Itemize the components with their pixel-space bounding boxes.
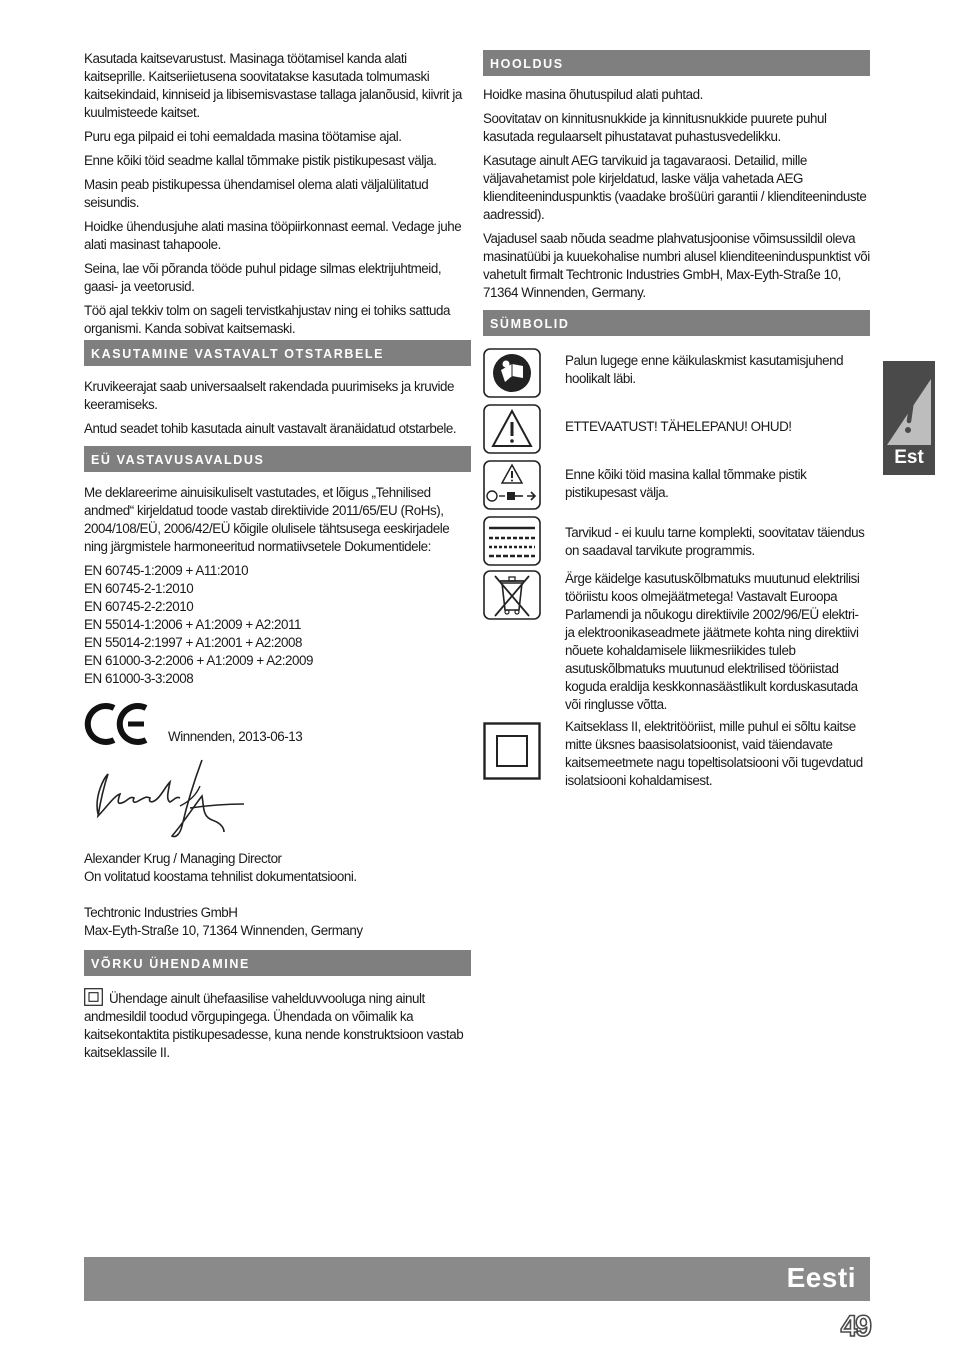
symbol-text: ETTEVAATUST! TÄHELEPANU! OHUD! xyxy=(565,419,792,434)
signer-block xyxy=(84,850,471,886)
right-column xyxy=(483,50,870,790)
left-column xyxy=(84,50,471,1068)
standard-item: EN 60745-2-1:2010 xyxy=(84,581,194,596)
ce-block xyxy=(84,702,471,746)
mains-text-body: Ühendage ainult ühefaasilise vahelduvvooluga ning ainult andmesildil toodud võrgupingega. Ühendada on võimalik ka kaitsekontaktita pistikupesadesse, kuna nende konstruktsioon vastab kaitseklassile II. xyxy=(84,991,464,1060)
place-date: Winnenden, 2013-06-13 xyxy=(168,729,303,744)
section-heading-conformity: EÜ VASTAVUSAVALDUS xyxy=(84,446,471,472)
side-tab-label: Est xyxy=(894,447,924,468)
symbol-text: Kaitseklass II, elektritööriist, mille puhul ei sõltu kaitse mitte üksnes baasisolatsioonist, vaid täiendavate kaitsemeetmete nagu topeltisolatsiooni või tugevdatud isolatsiooni kohaldamisest. xyxy=(565,719,863,788)
safety-paragraph: Masin peab pistikupessa ühendamisel olema alati väljalülitatud seisundis. xyxy=(84,177,429,210)
safety-paragraph: Puru ega pilpaid ei tohi eemaldada masina töötamise ajal. xyxy=(84,129,402,144)
standard-item: EN 55014-1:2006 + A1:2009 + A2:2011 xyxy=(84,617,302,632)
mains-text xyxy=(84,988,471,1062)
company-address: Max-Eyth-Straße 10, 71364 Winnenden, Germany xyxy=(84,923,363,938)
safety-paragraph: Hoidke ühendusjuhe alati masina tööpiirkonnast eemal. Vedage juhe alati masinast tahapoole. xyxy=(84,219,462,252)
drill-bits-icon xyxy=(483,516,541,566)
standard-item: EN 55014-2:1997 + A1:2001 + A2:2008 xyxy=(84,635,303,650)
section-heading-mains: VÕRKU ÜHENDAMINE xyxy=(84,950,471,976)
symbol-row xyxy=(483,348,870,402)
class-ii-icon xyxy=(483,722,541,780)
language-side-tab xyxy=(883,361,935,475)
safety-paragraph: Töö ajal tekkiv tolm on sageli tervistkahjustav ning ei tohiks sattuda organismi. Kanda sobivat kaitsemaski. xyxy=(84,303,450,336)
class-ii-small-icon xyxy=(84,988,103,1006)
crossed-bin-icon xyxy=(483,570,541,620)
symbol-text: Tarvikud - ei kuulu tarne komplekti, soovitatav täiendus on saadaval tarvikute programmis. xyxy=(565,525,865,558)
signature xyxy=(84,756,471,840)
standard-item: EN 60745-1:2009 + A11:2010 xyxy=(84,563,249,578)
symbol-text: Palun lugege enne käikulaskmist kasutamisjuhend hoolikalt läbi. xyxy=(565,353,844,386)
maintenance-paragraph: Hoidke masina õhutuspilud alati puhtad. xyxy=(483,87,703,102)
section-heading-maintenance: HOOLDUS xyxy=(483,50,870,76)
section-heading-symbols: SÜMBOLID xyxy=(483,310,870,336)
symbol-row xyxy=(483,570,870,718)
usage-paragraph: Antud seadet tohib kasutada ainult vastavalt äranäidatud otstarbele. xyxy=(84,421,457,436)
symbol-text: Enne kõiki töid masina kallal tõmmake pistik pistikupesast välja. xyxy=(565,467,807,500)
maintenance-paragraph: Vajadusel saab nõuda seadme plahvatusjoonise võimsussildil oleva masinatüübi ja kuuekohalise numbri alusel klienditeeninduspunktist või vahetult firmalt Techtronic Industries GmbH, Max-Eyth-Straße 10, 71364 Winnenden, Germany. xyxy=(483,231,870,300)
standard-item: EN 61000-3-3:2008 xyxy=(84,671,194,686)
maintenance-paragraph: Soovitatav on kinnitusnukkide ja kinnitusnukkide puurete puhul kasutada regulaarselt pihustatavat puhastusvedelikku. xyxy=(483,111,827,144)
ce-mark-icon xyxy=(84,702,150,746)
warning-triangle-icon xyxy=(883,363,935,447)
authorized-text: On volitatud koostama tehnilist dokumentatsiooni. xyxy=(84,869,357,884)
warning-triangle-icon xyxy=(483,404,541,454)
symbol-text: Ärge käidelge kasutuskõlbmatuks muutunud elektrilisi tööriistu koos olmejäätmetega! Vastavalt Euroopa Parlamendi ja nõukogu direktiivile 2002/96/EÜ elektri- ja elektroonikaseadmete jäätmete kohta ning direktiivi nõuete kohaldamisele liikmesriikides tuleb asutuskõlbmatuks muutunud elektrilised tööriistad koguda eraldija keskkonnasäästlikult korduskasutada või ringlusse võtta. xyxy=(565,571,860,712)
symbol-row xyxy=(483,718,870,790)
conformity-declaration: Me deklareerime ainuisikuliselt vastutades, et lõigus „Tehnilised andmed“ kirjeldatud toode vastab direktiivide 2011/65/EU (RoHs), 2004/108/EÜ, 2006/42/EÜ kõigile olulisele tähtsusega eeskirjadele ning järgmistele harmoneeritud normatiivsetele Dokumentidele: xyxy=(84,485,450,554)
footer-language-bar xyxy=(84,1257,870,1301)
read-manual-icon xyxy=(483,348,541,398)
maintenance-paragraph: Kasutage ainult AEG tarvikuid ja tagavaraosi. Detailid, mille väljavahetamist pole kirjeldatud, laske välja vahetada AEG klienditeeninduspunktis (vaadake brošüüri garantii / klienditeeninduste aadressid). xyxy=(483,153,867,222)
symbol-row xyxy=(483,460,870,516)
company-name: Techtronic Industries GmbH xyxy=(84,905,238,920)
signature-icon xyxy=(84,756,254,840)
section-heading-usage: KASUTAMINE VASTAVALT OTSTARBELE xyxy=(84,340,471,366)
standards-list xyxy=(84,562,471,688)
safety-paragraph: Seina, lae või põranda tööde puhul pidage silmas elektrijuhtmeid, gaasi- ja veetorusid. xyxy=(84,261,442,294)
usage-paragraph: Kruvikeerajat saab universaalselt rakendada puurimiseks ja kruvide keeramiseks. xyxy=(84,379,454,412)
company-block xyxy=(84,904,471,940)
symbol-row xyxy=(483,404,870,460)
safety-paragraph: Enne kõiki töid seadme kallal tõmmake pistik pistikupesast välja. xyxy=(84,153,437,168)
signer-name: Alexander Krug / Managing Director xyxy=(84,851,282,866)
page-number: 49 xyxy=(840,1310,870,1343)
standard-item: EN 60745-2-2:2010 xyxy=(84,599,194,614)
standard-item: EN 61000-3-2:2006 + A1:2009 + A2:2009 xyxy=(84,653,314,668)
unplug-warning-icon xyxy=(483,460,541,510)
footer-language: Eesti xyxy=(786,1262,856,1293)
safety-paragraph: Kasutada kaitsevarustust. Masinaga töötamisel kanda alati kaitseprille. Kaitseriietusena soovitatakse kasutada tolmumaski kaitsekindaid, kinniseid ja libisemisvastase tallaga jalanõusid, kiivrit ja kuulmisteede kaitset. xyxy=(84,51,462,120)
symbol-row xyxy=(483,516,870,570)
